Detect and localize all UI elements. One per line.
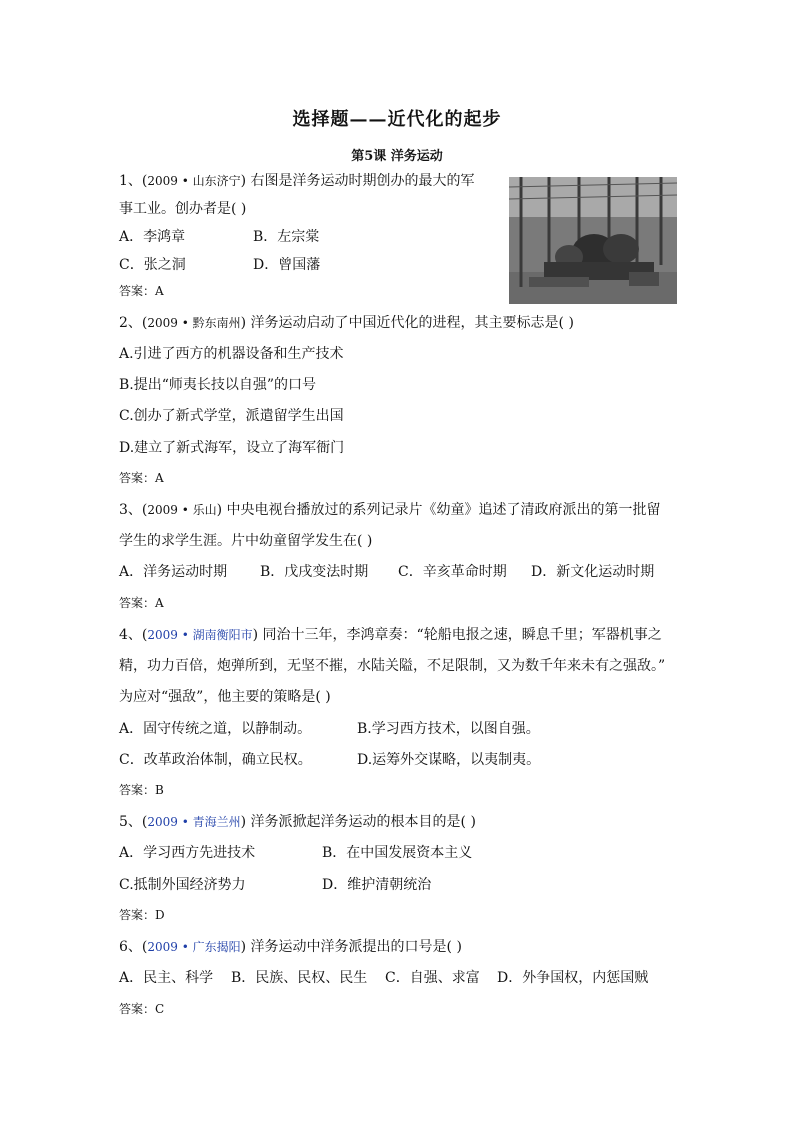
q3-line2: 学生的求学生涯。片中幼童留学发生在( ) [119,533,373,549]
q1-source-tag: 2009 • 山东济宁 [147,174,241,188]
q2-answer: 答案：A [119,471,164,485]
q4-option-b: B.学习西方技术，以图自强。 [357,721,540,737]
q3-option-c: C．辛亥革命时期 [398,564,507,580]
q4-line1: 4、(2009 • 湖南衡阳市) 同治十三年，李鸿章奏：“轮船电报之速，瞬息千里；军器机事之 [119,627,662,643]
factory-photo-image [509,177,677,304]
q3-option-d: D．新文化运动时期 [531,564,655,580]
q2-option-c: C.创办了新式学堂，派遣留学生出国 [119,408,344,424]
q6-source-tag: 2009 • 广东揭阳 [147,940,241,954]
q1-option-d: D．曾国藩 [253,257,321,273]
lesson-subtitle: 第5课 洋务运动 [351,149,443,164]
q5-stem: 5、(2009 • 青海兰州) 洋务派掀起洋务运动的根本目的是( ) [119,814,476,830]
q2-option-a: A.引进了西方的机器设备和生产技术 [119,346,344,362]
q3-line1: 3、(2009 • 乐山) 中央电视台播放过的系列记录片《幼童》追述了清政府派出的第一批留 [119,502,661,518]
q4-option-a: A．固守传统之道，以静制动。 [119,721,312,737]
q6-option-d: D．外争国权，内惩国贼 [497,970,649,986]
q6-option-b: B．民族、民权、民生 [231,970,368,986]
q6-option-a: A．民主、科学 [119,970,214,986]
q4-line2: 精，功力百倍，炮弹所到，无坚不摧，水陆关隘，不足限制，又为数千年来未有之强敌。” [119,658,666,674]
q1-line1: 1、(2009 • 山东济宁) 右图是洋务运动时期创办的最大的军 [119,173,475,189]
q4-source-tag: 2009 • 湖南衡阳市 [147,628,253,642]
q5-option-c: C.抵制外国经济势力 [119,877,246,893]
q2-stem: 2、(2009 • 黔东南州) 洋务运动启动了中国近代化的进程，其主要标志是( ) [119,315,574,331]
q1-option-b: B．左宗棠 [253,229,320,245]
q1-option-c: C．张之洞 [119,257,186,273]
q3-option-a: A．洋务运动时期 [119,564,228,580]
q2-option-b: B.提出“师夷长技以自强”的口号 [119,377,317,393]
factory-photo [509,177,677,304]
q4-option-d: D.运筹外交谋略，以夷制夷。 [357,752,541,768]
q6-answer: 答案：C [119,1002,165,1016]
q6-stem: 6、(2009 • 广东揭阳) 洋务运动中洋务派提出的口号是( ) [119,939,462,955]
q5-option-b: B．在中国发展资本主义 [322,845,473,861]
q4-option-c: C．改革政治体制，确立民权。 [119,752,312,768]
q6-option-c: C．自强、求富 [385,970,480,986]
q4-answer: 答案：B [119,783,164,797]
q5-option-d: D．维护清朝统治 [322,877,432,893]
q5-option-a: A．学习西方先进技术 [119,845,256,861]
q1-line2: 事工业。创办者是( ) [119,201,247,217]
q3-answer: 答案：A [119,596,164,610]
page-title: 选择题——近代化的起步 [292,109,502,130]
q1-answer: 答案：A [119,284,164,298]
q1-option-a: A．李鸿章 [119,229,186,245]
q3-source-tag: 2009 • 乐山 [147,503,217,517]
q5-answer: 答案：D [119,908,165,922]
q4-line3: 为应对“强敌”，他主要的策略是( ) [119,689,331,705]
q2-option-d: D.建立了新式海军，设立了海军衙门 [119,440,345,456]
q2-source-tag: 2009 • 黔东南州 [147,316,241,330]
q5-source-tag: 2009 • 青海兰州 [147,815,241,829]
q3-option-b: B．戊戌变法时期 [260,564,369,580]
